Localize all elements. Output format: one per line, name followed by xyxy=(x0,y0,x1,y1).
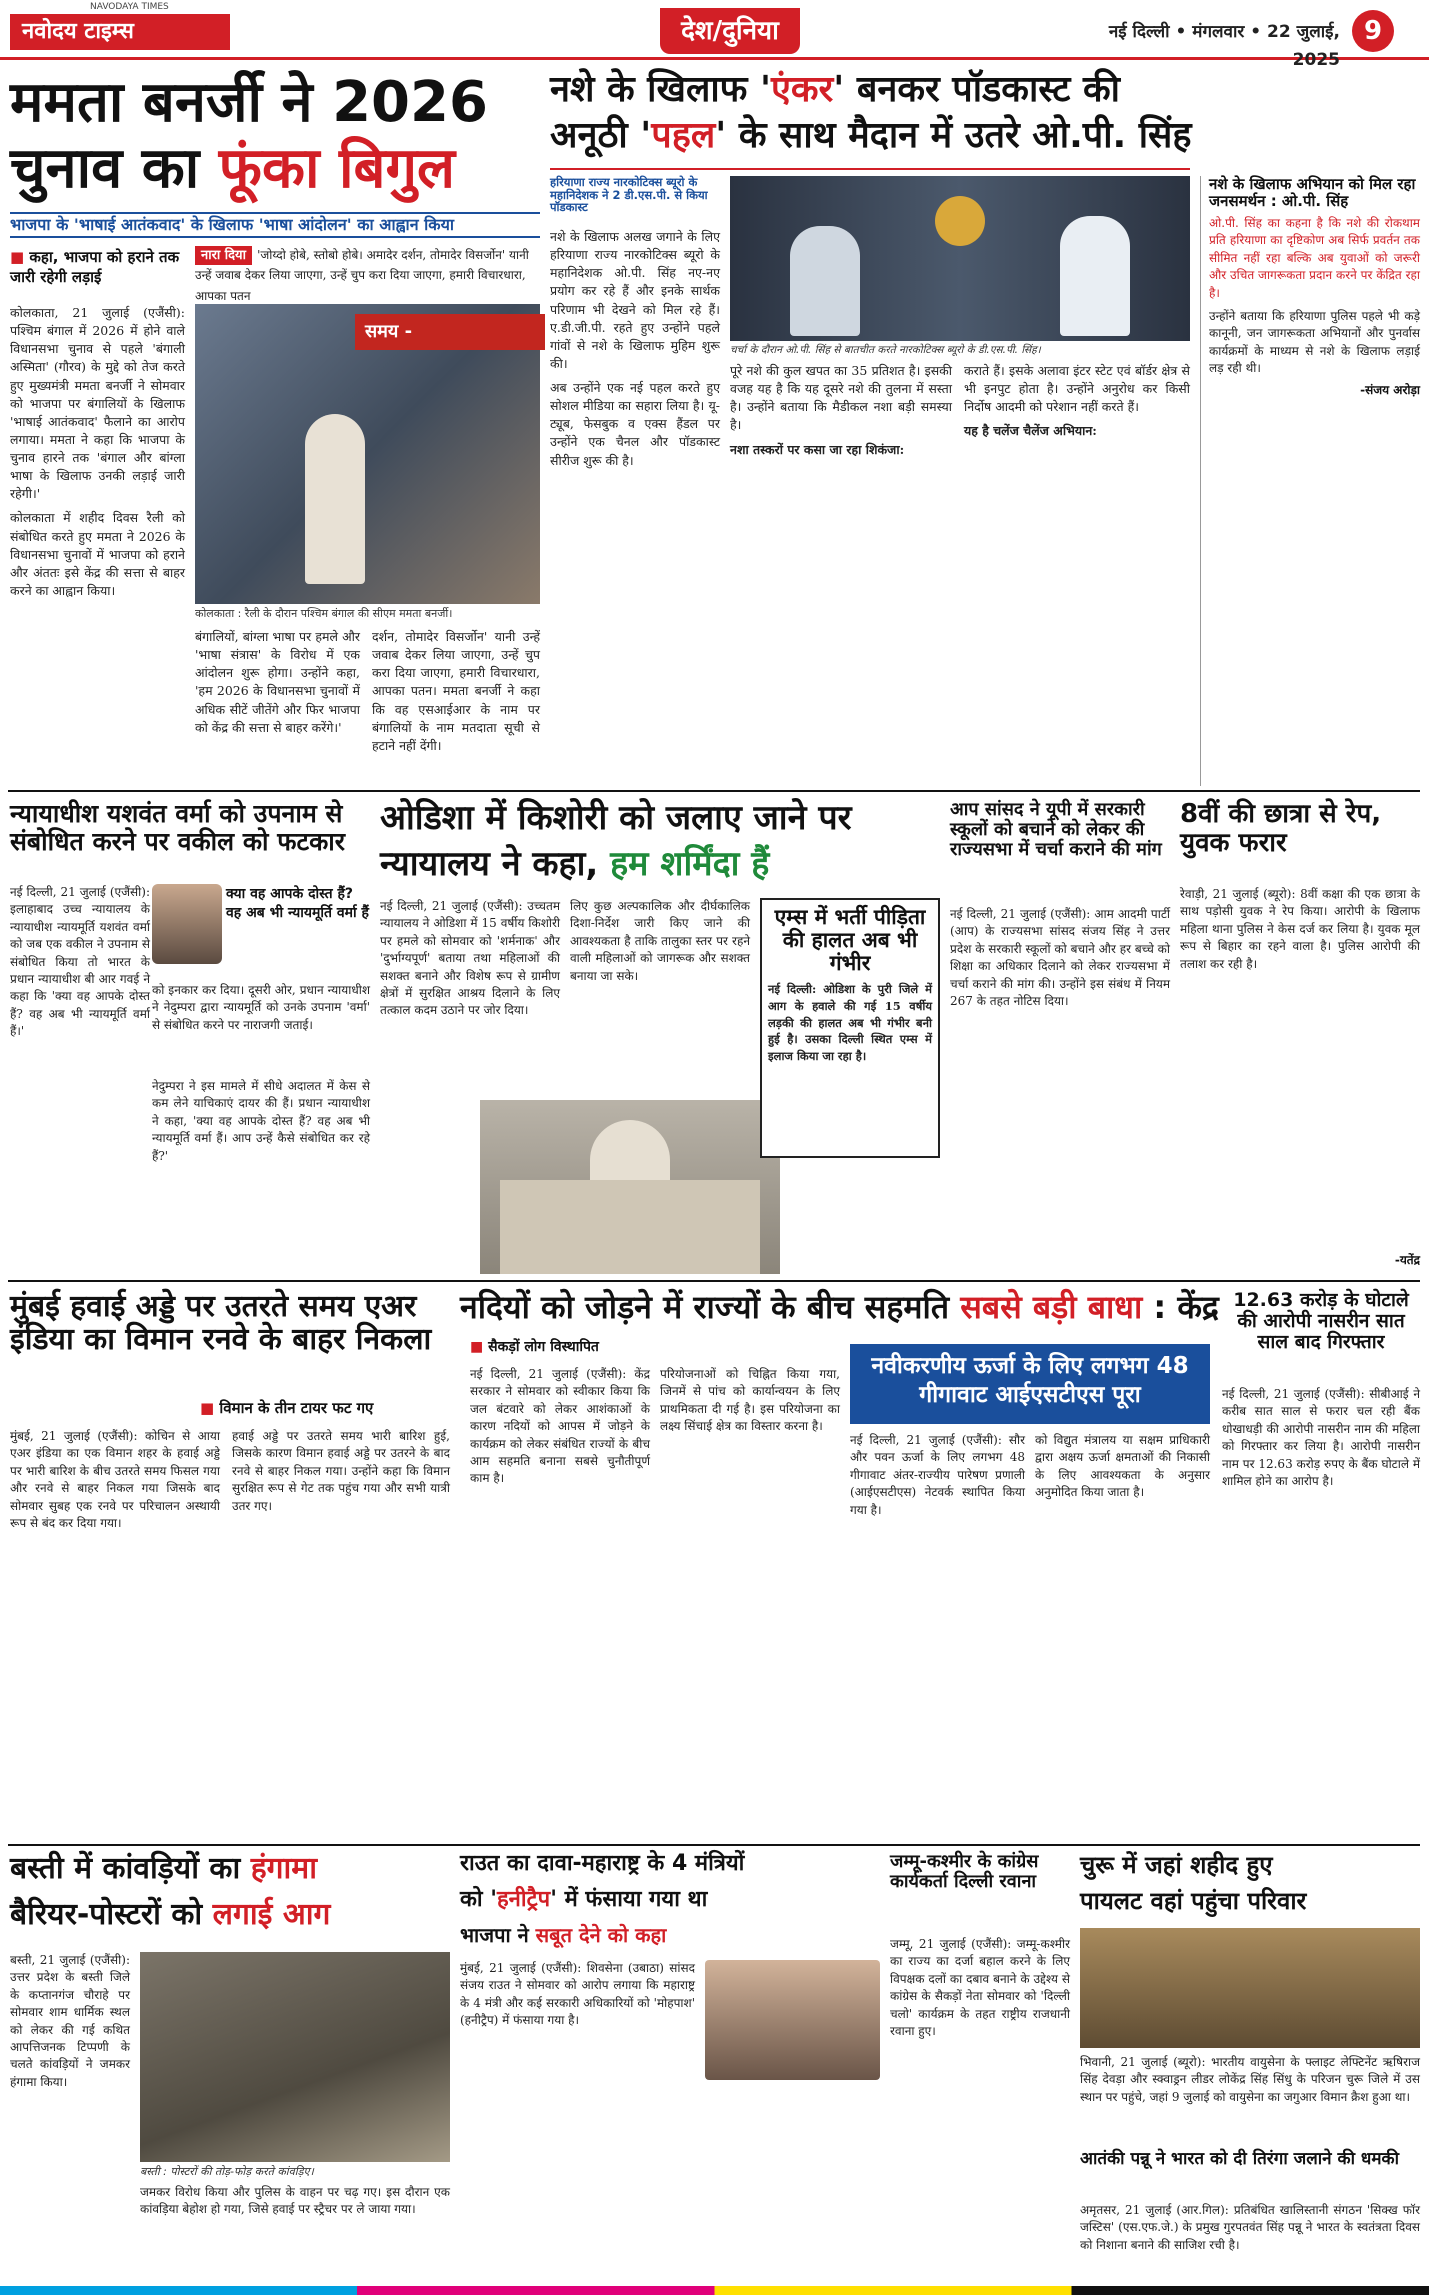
rivers-hl-a: नदियों को जोड़ने में राज्यों के बीच सहमति xyxy=(460,1288,961,1326)
rivers-hl-b: सबसे बड़ी बाधा xyxy=(960,1288,1143,1326)
churu-photo xyxy=(1080,1928,1420,2048)
police-emblem-icon xyxy=(935,196,985,246)
pannun-headline: आतंकी पन्नू ने भारत को दी तिरंगा जलाने की धमकी xyxy=(1080,2149,1399,2169)
anchor-hl-b: एंकर xyxy=(771,69,834,110)
anchor-body-col1 xyxy=(550,228,720,778)
anchor-para-4: कराते हैं। इसके अलावा इंटर स्टेट एवं बॉर्डर क्षेत्र से भी इनपुट होता है। उन्होंने अनुरोध कर किसी निर्दोष आदमी को परेशान नहीं करते हैं। xyxy=(964,363,1190,415)
honeytrap-hl-d: भाजपा ने xyxy=(460,1923,536,1947)
podcast-photo xyxy=(730,176,1190,341)
anchor-headline-line1 xyxy=(550,70,1420,114)
renewable-headline: नवीकरणीय ऊर्जा के लिए लगभग 48 गीगावाट आईएसटीएस पूरा xyxy=(850,1344,1210,1424)
mamata-body-col2: बंगालियों, बांग्ला भाषा पर हमले और 'भाषा संत्रास' के विरोध में एक आंदोलन शुरू होगा। उन्होंने कहा, 'हम 2026 के विधानसभा चुनावों में अधिक सीटें जीतेंगे और फिर भाजपा को केंद्र की सत्ता से बाहर करेंगे।' xyxy=(195,629,360,735)
rivers-body-col1: नई दिल्ली, 21 जुलाई (एजैंसी): केंद्र सरकार ने सोमवार को स्वीकार किया कि जल बंटवारे को लेकर आशंकाओं के कारण नदियों को आपस में जोड़ने के कार्यक्रम को लेकर संबंधित राज्यों के बीच आम सहमति बनाना सबसे चुनौतीपूर्ण काम है। xyxy=(470,1367,650,1486)
brand-small-label: NAVODAYA TIMES xyxy=(90,2,169,12)
justice-portrait xyxy=(152,884,222,964)
anchor-subhead-1: नशा तस्करों पर कसा जा रहा शिकंजा: xyxy=(730,441,905,457)
kanwar-body-col1: बस्ती, 21 जुलाई (एजैंसी): उत्तर प्रदेश के बस्ती जिले के कप्तानगंज चौराहे पर सोमवार शाम धार्मिक स्थल को लेकर की गई कथित आपत्तिजनक टिप्पणी के चलते कांवड़ियों ने जमकर हंगामा किया। xyxy=(10,1953,130,2089)
rivers-tag-text: ■ सैकड़ों लोग विस्थापित xyxy=(470,1339,599,1355)
mamata-para-2: कोलकाता में शहीद दिवस रैली को संबोधित करते हुए ममता ने 2026 के विधानसभा चुनावों में भाजपा को हराने और अंततः इसे केंद्र की सत्ता से बाहर करने का आह्वान किया। xyxy=(10,510,185,598)
mamata-headline-line2 xyxy=(10,138,540,208)
divider-1 xyxy=(8,790,1420,792)
odisha-inset-body: नई दिल्ली: ओडिशा के पुरी जिले में आग के हवाले की गई 15 वर्षीय लड़की की हालत अब भी गंभीर बनी हुई है। उसका दिल्ली स्थित एम्स में इलाज किया जा रहा है। xyxy=(768,982,932,1063)
justice-body-col1: नई दिल्ली, 21 जुलाई (एजैंसी): इलाहाबाद उच्च न्यायालय के न्यायाधीश न्यायमूर्ति यशवंत वर्मा को जब एक वकील ने उपनाम से संबोधित किया तो भारत के प्रधान न्यायाधीश बी आर गवई ने कहा कि 'क्या वह आपके दोस्त हैं? वह अब भी न्यायमूर्ति वर्मा हैं।' xyxy=(10,885,150,1039)
odisha-body-col2: लिए कुछ अल्पकालिक और दीर्घकालिक दिशा-निर्देश जारी किए जाने की आवश्यकता है ताकि तालुका स्तर पर रहने वाली महिलाओं को जागरूक और सशक्त बनाया जा सके। xyxy=(570,899,750,983)
rape-headline: 8वीं की छात्रा से रेप, युवक फरार xyxy=(1180,799,1382,858)
anchor-para-1: नशे के खिलाफ अलख जगाने के लिए हरियाणा राज्य नारकोटिक्स ब्यूरो के महानिदेशक ओ.पी. सिंह नए-नए प्रयोग कर रहे हैं और इनके सार्थक परिणाम भी देखने को मिल रहे हैं। ए.डी.जी.पी. रहते हुए उन्होंने पहले गांवों से नशे के खिलाफ मुहिम शुरू की। xyxy=(550,229,720,371)
mamata-rally-photo xyxy=(195,304,540,604)
rivers-hl-c: : केंद्र xyxy=(1142,1288,1219,1326)
mamata-headline-emphasis: फूंका बिगुल xyxy=(218,136,455,201)
rivers-body-col2: परियोजनाओं को चिह्नित किया गया, जिनमें से पांच को कार्यान्वयन के लिए प्राथमिकता दी गई है। इस परियोजना का लक्ष्य सिंचाई क्षेत्र का विस्तार करना है। xyxy=(660,1367,840,1434)
honeytrap-headline-line3 xyxy=(460,1924,880,1954)
court-dome xyxy=(590,1120,670,1180)
anchor-body-col3 xyxy=(964,362,1190,782)
host-figure xyxy=(1060,216,1130,336)
pannun-body: अमृतसर, 21 जुलाई (आर.गिल): प्रतिबंधित खालिस्तानी संगठन 'सिक्ख फॉर जस्टिस' (एस.एफ.जे.) के प्रमुख गुरपतवंत सिंह पन्नू ने भारत के स्वतंत्रता दिवस को निशाना बनाने की साजिश रची है। xyxy=(1080,2203,1420,2252)
supreme-court-photo xyxy=(480,1100,780,1274)
page-number: 9 xyxy=(1352,10,1394,52)
mamata-side-tag-text: ■ कहा, भाजपा को हराने तक जारी रहेगी लड़ाई xyxy=(10,248,179,286)
honeytrap-hl-b: हनीट्रैप xyxy=(497,1887,551,1912)
airindia-sub xyxy=(200,1400,450,1422)
rally-banner: समय - xyxy=(355,314,545,350)
mamata-body-col3: दर्शन, तोमादेर विसर्जोन' यानी उन्हें जवाब देकर लिया जाएगा, उन्हें चुप करा दिया जाएगा, हमारी विचारधारा, आपका पतन। ममता बनर्जी ने कहा कि वह एसआईआर के नाम पर बंगालियों के नाम मतदाता सूची से हटाने नहीं देंगी। xyxy=(372,629,540,753)
renewable-body-col1: नई दिल्ली, 21 जुलाई (एजैंसी): सौर और पवन ऊर्जा के लिए लगभग 48 गीगावाट अंतर-राज्यीय पारेषण प्रणाली (आईएसटीएस) नेटवर्क स्थापित किया गया है। xyxy=(850,1433,1025,1517)
kanwar-body-col2: जमकर विरोध किया और पुलिस के वाहन पर चढ़ गए। इस दौरान एक कांवड़िया बेहोश हो गया, जिसे हवाई पर स्ट्रैचर पर ले जाया गया। xyxy=(140,2185,450,2217)
section-title: देश/दुनिया xyxy=(660,8,800,54)
honeytrap-hl-c: ' में फंसाया गया था xyxy=(550,1887,708,1912)
justice-body-col3: नेदुम्परा ने इस मामले में सीधे अदालत में केस से कम लेने याचिकाएं दायर की हैं। प्रधान न्यायाधीश ने कहा, 'क्या वह आपके दोस्त हैं? वह अब भी न्यायमूर्ति वर्मा हैं। आप उन्हें कैसे संबोधित कर रहे हैं?' xyxy=(152,1079,370,1163)
odisha-hl-b: हम शर्मिंदा हैं xyxy=(610,844,770,884)
justice-quote: क्या वह आपके दोस्त हैं? वह अब भी न्यायमूर्ति वर्मा हैं xyxy=(226,886,369,921)
anchor-para-2: अब उन्होंने एक नई पहल करते हुए सोशल मीडिया का सहारा लिया है। यू-ट्यूब, फेसबुक व एक्स हैंडल पर उन्होंने एक चैनल और पॉडकास्ट सीरीज शुरू की है। xyxy=(550,380,720,468)
kanwar-headline-line2 xyxy=(10,1898,450,1942)
honeytrap-headline-line2 xyxy=(460,1888,880,1922)
anchor-sidebar xyxy=(1200,176,1420,786)
justice-headline: न्यायाधीश यशवंत वर्मा को उपनाम से संबोधित करने पर वकील को फटकार xyxy=(10,799,345,856)
mamata-deck: भाजपा के 'भाषाई आतंकवाद' के खिलाफ 'भाषा आंदोलन' का आह्वान किया xyxy=(10,212,540,238)
honeytrap-hl-e: सबूत देने को कहा xyxy=(535,1923,667,1947)
divider-3 xyxy=(8,1844,1420,1846)
churu-headline-line1: चुरू में जहां शहीद हुए xyxy=(1080,1851,1273,1879)
kanwar-photo-caption: बस्ती : पोस्टरों की तोड़-फोड़ करते कांवड़िए। xyxy=(140,2165,314,2178)
mamata-body-col1 xyxy=(10,304,185,774)
airindia-body-col1: मुंबई, 21 जुलाई (एजैंसी): कोचिन से आया एअर इंडिया का एक विमान शहर के हवाई अड्डे पर भारी बारिश के बीच उतरते समय फिसल गया और रनवे से बाहर निकल गया जिसके बाद सोमवार सुबह एक रनवे पर परिचालन अस्थायी रूप से बंद कर दिया गया। xyxy=(10,1429,220,1530)
rivers-headline xyxy=(460,1290,1220,1334)
odisha-inset-head: एम्स में भर्ती पीड़िता की हालत अब भी गंभीर xyxy=(774,905,926,976)
honeytrap-hl-a: को ' xyxy=(460,1887,497,1912)
dateline: नई दिल्ली • मंगलवार • 22 जुलाई, 2025 xyxy=(1108,22,1340,70)
airindia-body-col2: हवाई अड्डे पर उतरते समय भारी बारिश हुई, जिसके कारण विमान हवाई अड्डे पर उतरने के बाद रनवे से बाहर निकल गया। उन्होंने कहा कि विमान सुरक्षित रूप से गेट तक पहुंच गया और सभी यात्री उतर गए। xyxy=(232,1429,450,1513)
mamata-side-tag xyxy=(10,248,185,294)
kanwar-hl-d: लगाई आग xyxy=(212,1897,331,1932)
divider-2 xyxy=(8,1280,1420,1282)
schools-headline: आप सांसद ने यूपी में सरकारी स्कूलों को बचाने को लेकर की राज्यसभा में चर्चा कराने की मांग xyxy=(950,799,1162,860)
mamata-slogan-box xyxy=(195,244,540,303)
honeytrap-body: मुंबई, 21 जुलाई (एजैंसी): शिवसेना (उबाठा) सांसद संजय राउत ने सोमवार को आरोप लगाया कि महाराष्ट्र के 4 मंत्री और कई सरकारी अधिकारियों को 'मोहपाश' (हनीट्रैप) में फंसाया गया है। xyxy=(460,1961,695,2028)
anchor-sidebar-head: नशे के खिलाफ अभियान को मिल रहा जनसमर्थन : ओ.पी. सिंह xyxy=(1209,175,1416,210)
renewable-body-col2: को विद्युत मंत्रालय या सक्षम प्राधिकारी द्वारा अक्षय ऊर्जा क्षमताओं की निकासी के लिए आवश्यकता के अनुसार अनुमोदित किया जाता है। xyxy=(1035,1433,1210,1500)
anchor-author: -संजय अरोड़ा xyxy=(1360,382,1420,397)
anchor-rule xyxy=(550,168,1190,170)
court-building xyxy=(500,1180,760,1274)
nasreen-body: नई दिल्ली, 21 जुलाई (एजैंसी): सीबीआई ने करीब सात साल से फरार चल रही बैंक धोखाधड़ी की आरोपी नासरीन नाम की महिला को गिरफ्तार कर लिया है। आरोपी नासरीन नाम पर 12.63 करोड़ रुपए के बैंक घोटाले में शामिल होने का आरोप है। xyxy=(1222,1387,1420,1488)
airindia-sub-text: ■ विमान के तीन टायर फट गए xyxy=(200,1399,373,1417)
anchor-hl-d: अनूठी ' xyxy=(550,115,652,156)
churu-body: भिवानी, 21 जुलाई (ब्यूरो): भारतीय वायुसेना के फ्लाइट लेफ्टिनेंट ऋषिराज सिंह देवड़ा और स्क्वाड्रन लीडर लोकेंद्र सिंह सिंधु के परिजन चुरू जिले में उस स्थान पर पहुंचे, जहां 9 जुलाई को वायुसेना का जगुआर विमान क्रैश हुआ था। xyxy=(1080,2055,1420,2104)
odisha-headline-line1: ओडिशा में किशोरी को जलाए जाने पर xyxy=(380,798,852,838)
jk-body: जम्मू, 21 जुलाई (एजैंसी): जम्मू-कश्मीर का राज्य का दर्जा बहाल करने के लिए विपक्षक दलों का दबाव बनाने के उद्देश्य से कांग्रेस के सैकड़ों नेता सोमवार को 'दिल्ली चलो' कार्यक्रम के तहत राष्ट्रीय राजधानी रवाना हुए। xyxy=(890,1937,1070,2038)
kanwar-headline-line1 xyxy=(10,1852,450,1896)
mamata-headline-line1: ममता बनर्जी ने 2026 xyxy=(10,70,488,135)
justice-body-col2: को इनकार कर दिया। दूसरी ओर, प्रधान न्यायाधीश ने नेदुम्परा द्वारा न्यायमूर्ति को उनके उपनाम 'वर्मा' से संबोधित करने पर नाराजगी जताई। xyxy=(152,983,370,1032)
jk-headline: जम्मू-कश्मीर के कांग्रेस कार्यकर्ता दिल्ली रवाना xyxy=(890,1851,1039,1892)
odisha-headline-line2 xyxy=(380,846,940,890)
raut-portrait xyxy=(705,1960,880,2080)
kanwar-photo xyxy=(140,1952,450,2162)
anchor-hl-a: नशे के खिलाफ ' xyxy=(550,69,771,110)
speaker-figure xyxy=(305,414,365,584)
airindia-headline: मुंबई हवाई अड्डे पर उतरते समय एअर इंडिया का विमान रनवे के बाहर निकला xyxy=(10,1289,432,1357)
rape-author: -यतेंद्र xyxy=(1394,1253,1420,1267)
rivers-tag xyxy=(470,1340,670,1362)
anchor-byline: हरियाणा राज्य नारकोटिक्स ब्यूरो के महानिदेशक ने 2 डी.एस.पी. से किया पॉडकास्ट xyxy=(550,175,708,215)
kanwar-hl-a: बस्ती में कांवड़ियों का xyxy=(10,1851,251,1886)
honeytrap-headline-line1: राउत का दावा-महाराष्ट्र के 4 मंत्रियों xyxy=(460,1851,745,1876)
anchor-hl-e: पहल xyxy=(651,115,716,156)
mamata-slogan-tag: नारा दिया xyxy=(195,246,252,265)
odisha-inset-box xyxy=(760,898,940,1158)
mamata-para-1: कोलकाता, 21 जुलाई (एजैंसी): पश्चिम बंगाल में 2026 में होने वाले विधानसभा चुनाव से पहले 'बंगाली अस्मिता' (गौरव) के मुद्दे को तेज करते हुए मुख्यमंत्री ममता बनर्जी ने सोमवार को भाजपा पर बंगालियों के खिलाफ 'भाषाई आतंकवाद' फैलाने का आरोप लगाया। ममता ने कहा कि भाजपा के चुनाव हारने तक 'बंगाल और बांग्ला भाषा के खिलाफ उनकी लड़ाई जारी रहेगी।' xyxy=(10,305,185,502)
kanwar-hl-b: हंगामा xyxy=(250,1851,317,1886)
churu-headline-line2: पायलट वहां पहुंचा परिवार xyxy=(1080,1887,1307,1915)
odisha-hl-a: न्यायालय ने कहा, xyxy=(380,844,611,884)
registration-strip xyxy=(0,2286,1429,2295)
anchor-hl-f: ' के साथ मैदान में उतरे ओ.पी. सिंह xyxy=(715,115,1192,156)
schools-body: नई दिल्ली, 21 जुलाई (एजैंसी): आम आदमी पार्टी (आप) के राज्यसभा सांसद संजय सिंह ने उत्तर प्रदेश के सरकारी स्कूलों को बचाने और हर बच्चे को शिक्षा का अधिकार दिलाने को लेकर राज्यसभा में चर्चा कराने की मांग की। उन्होंने इस संबंध में नियम 267 के तहत नोटिस दिया। xyxy=(950,907,1170,1008)
mamata-slogan: 'जोय्दो होबे, स्तोबो होबे। अमादेर दर्शन, तोमादेर विसर्जोन' यानी उन्हें जवाब देकर लिया जाएगा, उन्हें चुप करा दिया जाएगा, हमारी विचारधारा, आपका पतन xyxy=(195,248,529,303)
anchor-sidebar-body: ओ.पी. सिंह का कहना है कि नशे की रोकथाम प्रति हरियाणा का दृष्टिकोण अब सिर्फ प्रवर्तन तक सीमित नहीं रहा बल्कि अब युवाओं को जरूरी और उचित जागरूकता प्रदान करने पर केंद्रित रहा है। xyxy=(1209,216,1420,300)
mamata-photo-caption: कोलकाता : रैली के दौरान पश्चिम बंगाल की सीएम ममता बनर्जी। xyxy=(195,607,453,620)
anchor-hl-c: ' बनकर पॉडकास्ट की xyxy=(833,69,1120,110)
newspaper-logo: नवोदय टाइम्स xyxy=(10,14,230,50)
anchor-subhead-2: यह है चलेंज चैलेंज अभियान: xyxy=(964,423,1097,439)
anchor-para-3: पूरे नशे की कुल खपत का 35 प्रतिशत है। इसकी वजह यह है कि यह दूसरे नशे की तुलना में सस्ता है। उन्होंने बताया कि मैडीकल नशा बड़ी समस्या है। xyxy=(730,363,952,433)
anchor-headline-line2 xyxy=(550,116,1420,160)
anchor-body-col2 xyxy=(730,362,952,782)
guest-figure xyxy=(790,226,860,336)
mamata-headline-part: चुनाव का xyxy=(10,136,219,201)
kanwar-hl-c: बैरियर-पोस्टरों को xyxy=(10,1897,213,1932)
anchor-sidebar-body-2: उन्होंने बताया कि हरियाणा पुलिस पहले भी कड़े कानूनी, जन जागरूकता अभियानों और पुनर्वास कार्यक्रमों के माध्यम से नशे के खिलाफ लड़ाई लड़ रही थी। xyxy=(1209,308,1420,376)
podcast-photo-caption: चर्चा के दौरान ओ.पी. सिंह से बातचीत करते नारकोटिक्स ब्यूरो के डी.एस.पी. सिंह। xyxy=(730,344,1041,356)
nasreen-headline: 12.63 करोड़ के घोटाले की आरोपी नासरीन सात साल बाद गिरफ्तार xyxy=(1233,1289,1409,1353)
odisha-body-col1: नई दिल्ली, 21 जुलाई (एजैंसी): उच्चतम न्यायालय ने ओडिशा में 15 वर्षीय किशोरी पर हमले को सोमवार को 'शर्मनाक' और 'दुर्भाग्यपूर्ण' बताया तथा महिलाओं की सशक्त बनाने और विशेष रूप से ग्रामीण क्षेत्रों में सुरक्षित आश्रय दिलाने के लिए तत्काल कदम उठाने पर जोर दिया। xyxy=(380,899,560,1018)
rape-body: रेवाड़ी, 21 जुलाई (ब्यूरो): 8वीं कक्षा की एक छात्रा के साथ पड़ोसी युवक ने रेप किया। आरोपी के खिलाफ महिला थाना पुलिस ने केस दर्ज कर लिया है। युवक मूल रूप से बिहार का रहने वाला है। पुलिस आरोपी की तलाश कर रही है। xyxy=(1180,887,1420,971)
